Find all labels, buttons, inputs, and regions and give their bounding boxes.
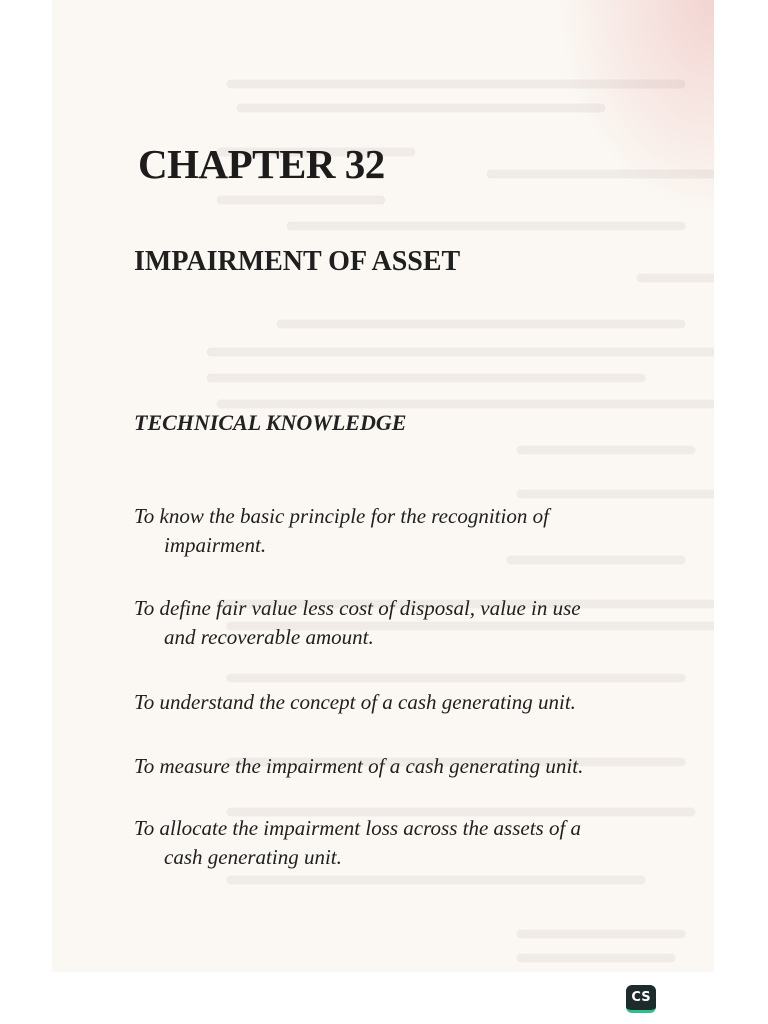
- objective-item: [134, 752, 694, 781]
- objective-item: [134, 814, 694, 872]
- objective-line: To define fair value less cost of disposal, value in use: [134, 596, 581, 620]
- chapter-title: CHAPTER 32: [138, 141, 385, 187]
- objective-item: [134, 688, 694, 717]
- section-label: TECHNICAL KNOWLEDGE: [134, 410, 407, 435]
- objective-continuation: cash generating unit.: [164, 845, 342, 869]
- objective-line: To understand the concept of a cash generating unit.: [134, 690, 576, 714]
- chapter-subtitle: IMPAIRMENT OF ASSET: [134, 246, 461, 277]
- camscanner-logo-icon: CS: [626, 985, 656, 1013]
- objective-line: To know the basic principle for the recognition of: [134, 504, 549, 528]
- objective-line: To allocate the impairment loss across the assets of a: [134, 816, 582, 840]
- objective-line: To measure the impairment of a cash generating unit.: [134, 754, 584, 778]
- objective-item: [134, 502, 694, 560]
- objective-continuation: impairment.: [164, 533, 267, 557]
- objective-item: [134, 594, 694, 652]
- objective-continuation: and recoverable amount.: [164, 625, 374, 649]
